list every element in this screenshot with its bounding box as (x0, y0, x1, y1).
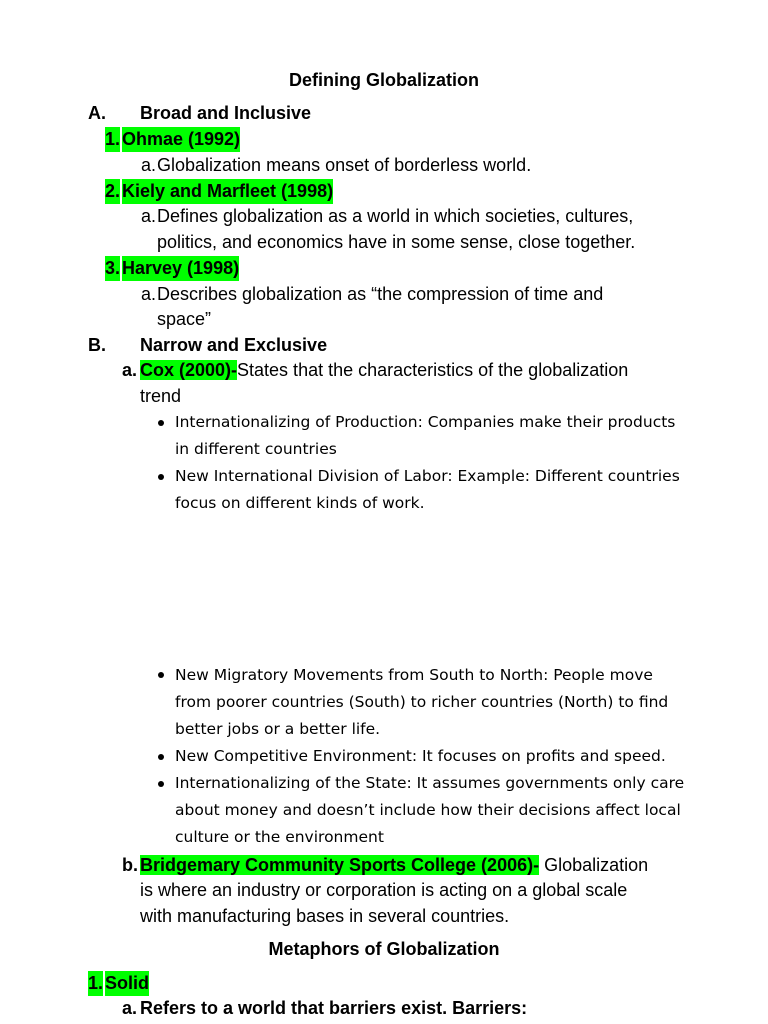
harvey-author: Harvey (1998) (122, 256, 239, 281)
bullet-migratory-line-1: New Migratory Movements from South to North: People move (175, 666, 653, 684)
section-a-marker: A. (88, 103, 106, 123)
bullet-icon (158, 672, 164, 678)
metaphors-title: Metaphors of Globalization (268, 939, 500, 959)
section-b-marker: B. (88, 335, 106, 355)
cox-author: Cox (2000)- (140, 360, 238, 380)
solid-sub-marker: a. (122, 998, 138, 1018)
kiely-text-line-2: politics, and economics have in some sense, close together. (157, 232, 636, 252)
harvey-text-line-2: space” (157, 309, 212, 329)
cox-sub-marker: a. (122, 360, 138, 380)
bcsc-text-1: Globalization (539, 855, 649, 875)
harvey-number: 3. (105, 256, 120, 281)
section-b-heading: Narrow and Exclusive (140, 335, 328, 355)
bullet-production-line-2: in different countries (175, 440, 337, 458)
kiely-author: Kiely and Marfleet (1998) (122, 179, 333, 204)
bullet-competitive-line-1: New Competitive Environment: It focuses on profits and speed. (175, 747, 666, 765)
bullet-state-line-2: about money and doesn’t include how their decisions affect local (175, 801, 681, 819)
bullet-icon (158, 754, 164, 760)
solid-number: 1. (88, 971, 103, 996)
bcsc-line-1 (140, 853, 648, 878)
bullet-division-line-2: focus on different kinds of work. (175, 494, 425, 512)
ohmae-author: Ohmae (1992) (122, 127, 240, 152)
bcsc-author: Bridgemary Community Sports College (2006)- (140, 855, 540, 875)
bullet-state-line-1: Internationalizing of the State: It assumes governments only care (175, 774, 685, 792)
bullet-production-line-1: Internationalizing of Production: Companies make their products (175, 413, 676, 431)
bullet-state-line-3: culture or the environment (175, 828, 384, 846)
cox-text-1: States that the characteristics of the globalization (237, 360, 629, 380)
harvey-sub-marker: a. (141, 284, 157, 304)
bullet-icon (158, 474, 164, 480)
section-a-heading: Broad and Inclusive (140, 103, 312, 123)
harvey-text-line-1: Describes globalization as “the compression of time and (157, 284, 604, 304)
kiely-text-line-1: Defines globalization as a world in which societies, cultures, (157, 206, 634, 226)
kiely-sub-marker: a. (141, 206, 157, 226)
cox-line-1 (140, 358, 628, 383)
kiely-number: 2. (105, 179, 120, 204)
bullet-icon (158, 781, 164, 787)
bullet-migratory-line-3: better jobs or a better life. (175, 720, 381, 738)
solid-text: Refers to a world that barriers exist. Barriers: (140, 998, 528, 1018)
bcsc-sub-marker: b. (122, 855, 138, 875)
bullet-division-line-1: New International Division of Labor: Example: Different countries (175, 467, 680, 485)
solid-label: Solid (105, 971, 149, 996)
ohmae-text: Globalization means onset of borderless world. (157, 155, 532, 175)
ohmae-number: 1. (105, 127, 120, 152)
page-title: Defining Globalization (289, 70, 479, 90)
bcsc-text-2: is where an industry or corporation is acting on a global scale (140, 880, 628, 900)
bullet-icon (158, 420, 164, 426)
ohmae-sub-marker: a. (141, 155, 157, 175)
bcsc-text-3: with manufacturing bases in several countries. (140, 906, 510, 926)
cox-text-2: trend (140, 386, 182, 406)
bullet-migratory-line-2: from poorer countries (South) to richer countries (North) to find (175, 693, 669, 711)
